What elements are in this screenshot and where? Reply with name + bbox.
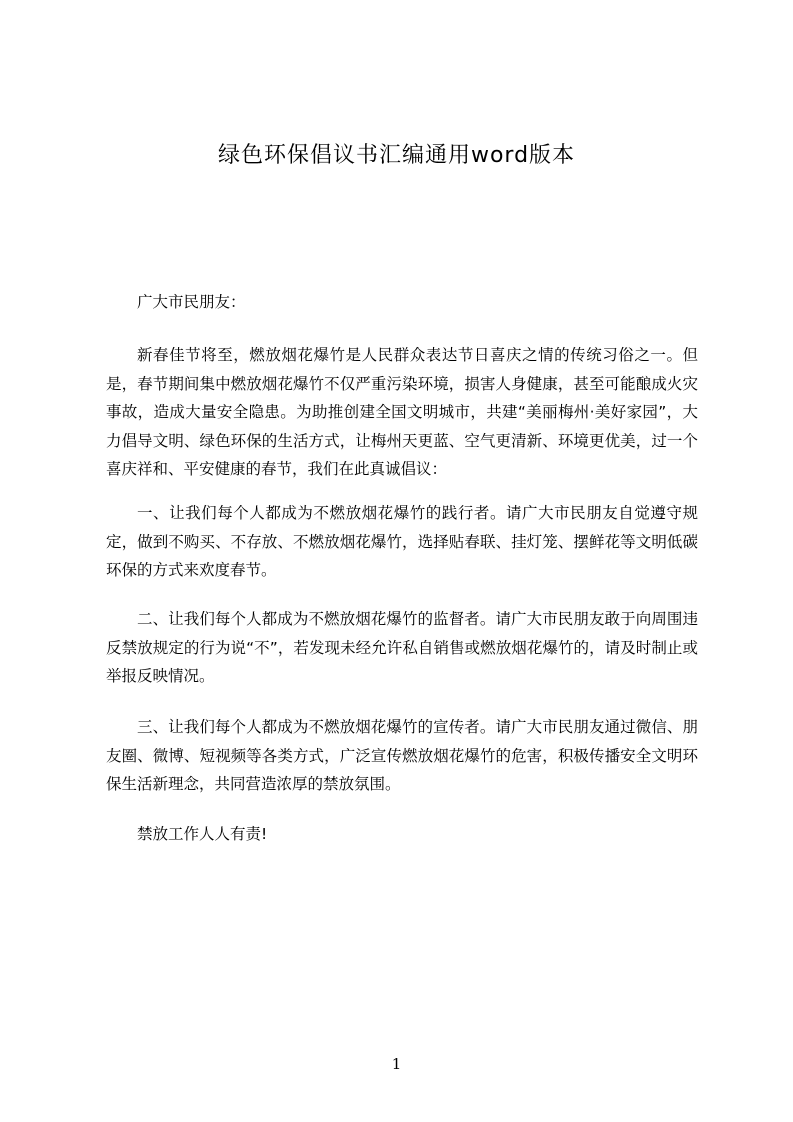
closing-line: 禁放工作人人有责!: [137, 825, 268, 843]
paragraph-proposal-3: 三、让我们每个人都成为不燃放烟花爆竹的宣传者。请广大市民朋友通过微信、朋友圈、微博、短视频等各类方式，广泛宣传燃放烟花爆竹的危害，积极传播安全文明环保生活新理念，共同营造浓厚的禁放氛围。: [106, 718, 698, 793]
paragraph-proposal-2: 二、让我们每个人都成为不燃放烟花爆竹的监督者。请广大市民朋友敢于向周围违反禁放规定的行为说“不”，若发现未经允许私自销售或燃放烟花爆竹的，请及时制止或举报反映情况。: [106, 610, 698, 685]
salutation: 广大市民朋友：: [137, 293, 246, 311]
page-number: 1: [391, 1055, 402, 1073]
paragraph-proposal-1: 一、让我们每个人都成为不燃放烟花爆竹的践行者。请广大市民朋友自觉遵守规定，做到不购买、不存放、不燃放烟花爆竹，选择贴春联、挂灯笼、摆鲜花等文明低碳环保的方式来欢度春节。: [106, 504, 698, 579]
document-title: 绿色环保倡议书汇编通用word版本: [217, 143, 576, 168]
paragraph-intro: 新春佳节将至，燃放烟花爆竹是人民群众表达节日喜庆之情的传统习俗之一。但是，春节期间集中燃放烟花爆竹不仅严重污染环境，损害人身健康，甚至可能酿成火灾事故，造成大量安全隐患。为助推创建全国文明城市，共建“美丽梅州·美好家园”，大力倡导文明、绿色环保的生活方式，让梅州天更蓝、空气更清新、环境更优美，过一个喜庆祥和、平安健康的春节，我们在此真诚倡议：: [106, 346, 698, 478]
